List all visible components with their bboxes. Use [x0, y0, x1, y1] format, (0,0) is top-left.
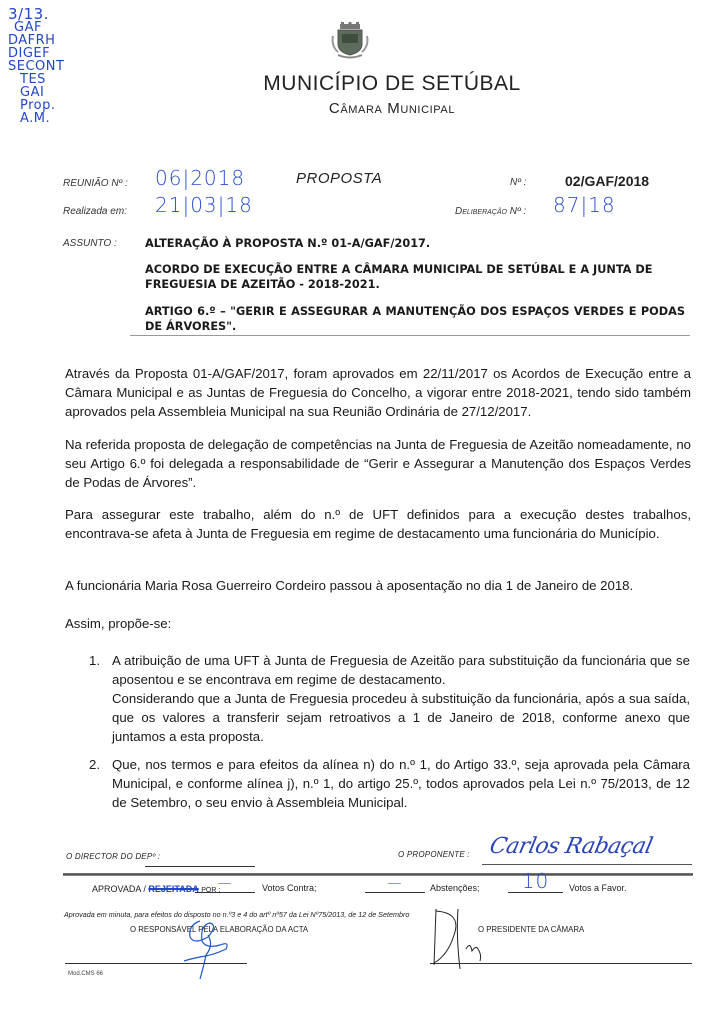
- votes-abstencoes-value: —: [365, 875, 425, 893]
- municipal-crest-icon: [330, 22, 370, 58]
- votes-contra-value: —: [195, 875, 255, 893]
- margin-note: DIGEF: [8, 46, 51, 61]
- numero-value: 02/GAF/2018: [565, 173, 650, 189]
- presidente-signature: [428, 905, 488, 975]
- paragraph-5: Assim, propõe-se:: [65, 616, 172, 631]
- numero-label: Nº :: [510, 177, 527, 188]
- votes-contra-label: Votos Contra;: [262, 883, 317, 893]
- reuniao-value: 06|2018: [155, 166, 246, 190]
- subject-divider: [130, 335, 690, 336]
- responsavel-label: O RESPONSÁVEL PELA ELABORAÇÃO DA ACTA: [130, 925, 309, 934]
- assunto-label: ASSUNTO :: [63, 238, 117, 249]
- deliberacao-value: 87|18: [553, 193, 616, 217]
- responsavel-signature: [170, 915, 250, 985]
- aprovada-label: APROVADA /: [92, 884, 146, 894]
- votes-favor-value: 10: [508, 870, 563, 893]
- reuniao-label: REUNIÃO Nº :: [63, 178, 128, 189]
- minuta-note: Aprovada em minuta, para efeitos do disposto no n.º3 e 4 do artº nº57 da Lei Nº75/2013, de 12 de Setembro: [64, 910, 410, 919]
- assunto-line-1: ALTERAÇÃO À PROPOSTA N.º 01-A/GAF/2017.: [145, 237, 431, 250]
- model-code: Mod.CMS 66: [68, 971, 104, 977]
- paragraph-1: Através da Proposta 01-A/GAF/2017, foram aprovados em 22/11/2017 os Acordos de Execução entre a Câmara Municipal e as Juntas de Freguesia do Concelho, a vigorar entre 2018-2021, tendo sido também aprovados pela Assembleia Municipal na sua Reunião Ordinária de 27/12/2017.: [65, 366, 691, 419]
- margin-note: DAFRH: [8, 33, 56, 48]
- municipality-title: MUNICÍPIO DE SETÚBAL: [263, 72, 521, 95]
- votes-abstencoes-label: Abstenções;: [430, 883, 480, 893]
- deliberacao-label: Deliberação Nº :: [455, 206, 527, 217]
- item-text: A atribuição de uma UFT à Junta de Freguesia de Azeitão para substituição da funcionária que se aposentou e se encontrava em regime de destacamento.: [112, 653, 690, 687]
- responsavel-signature-line: [65, 963, 247, 964]
- margin-note: GAI: [20, 85, 45, 100]
- proposal-item-1: [89, 651, 691, 744]
- rejeitada-label-struck: REJEITADA: [148, 884, 199, 894]
- presidente-signature-line: [430, 963, 692, 964]
- presidente-label: O PRESIDENTE DA CÂMARA: [478, 925, 585, 934]
- margin-note: 3/13.: [8, 5, 49, 23]
- item-number: 2.: [89, 757, 100, 772]
- assunto-line-3: ARTIGO 6.º – "GERIR E ASSEGURAR A MANUTENÇÃO DOS ESPAÇOS VERDES E PODAS DE ÁRVORES".: [145, 305, 685, 333]
- paragraph-4: A funcionária Maria Rosa Guerreiro Cordeiro passou à aposentação no dia 1 de Janeiro de 2018.: [65, 578, 634, 593]
- paragraph-2: Na referida proposta de delegação de competências na Junta de Freguesia de Azeitão nomeadamente, no seu Artigo 6.º foi delegada a responsabilidade de “Gerir e Assegurar a Manutenção dos Espaços Verdes de Podas de Árvores”.: [65, 437, 691, 490]
- director-signature-line: [145, 866, 255, 867]
- proponente-signature-line: [482, 864, 692, 865]
- proponente-label: O PROPONENTE :: [398, 850, 470, 859]
- item-text: Que, nos termos e para efeitos da alínea n) do n.º 1, do Artigo 33.º, seja aprovada pela Câmara Municipal, e conforme alínea j), n.º 1, do artigo 25.º, todos aprovados pela Lei n.º 75/2013, de 12 de Setembro, o seu envio à Assembleia Municipal.: [112, 757, 690, 810]
- margin-note: Prop.: [20, 98, 56, 113]
- margin-note: A.M.: [20, 111, 51, 126]
- proposal-item-2: [89, 755, 691, 815]
- margin-note: SECONT: [8, 59, 65, 74]
- proponente-signature: Carlos Rabaçal: [487, 834, 655, 859]
- realizada-label: Realizada em:: [63, 206, 127, 217]
- doc-type: PROPOSTA: [296, 170, 383, 187]
- margin-note: TES: [20, 72, 46, 87]
- assunto-line-2: ACORDO DE EXECUÇÃO ENTRE A CÂMARA MUNICIPAL DE SETÚBAL E A JUNTA DE FREGUESIA DE AZEITÃO - 2018-2021.: [145, 263, 653, 291]
- votes-favor-label: Votos a Favor.: [569, 883, 627, 893]
- por-label: POR :: [201, 887, 221, 894]
- item-text-continued: Considerando que a Junta de Freguesia procedeu à substituição da funcionária, após a sua saída, que os valores a transferir sejam retroativos a 1 de Janeiro de 2018, conforme anexo que juntamos a esta proposta.: [112, 691, 690, 744]
- chamber-subtitle: Câmara Municipal: [328, 100, 456, 117]
- item-number: 1.: [89, 653, 100, 668]
- margin-note: GAF: [14, 20, 42, 35]
- paragraph-3: Para assegurar este trabalho, além do n.º de UFT definidos para a execução destes trabalhos, encontrava-se afeta à Junta de Freguesia em regime de destacamento uma funcionária do Município.: [65, 507, 691, 541]
- director-label: O DIRECTOR DO DEPº :: [66, 852, 161, 861]
- realizada-value: 21|03|18: [155, 193, 253, 217]
